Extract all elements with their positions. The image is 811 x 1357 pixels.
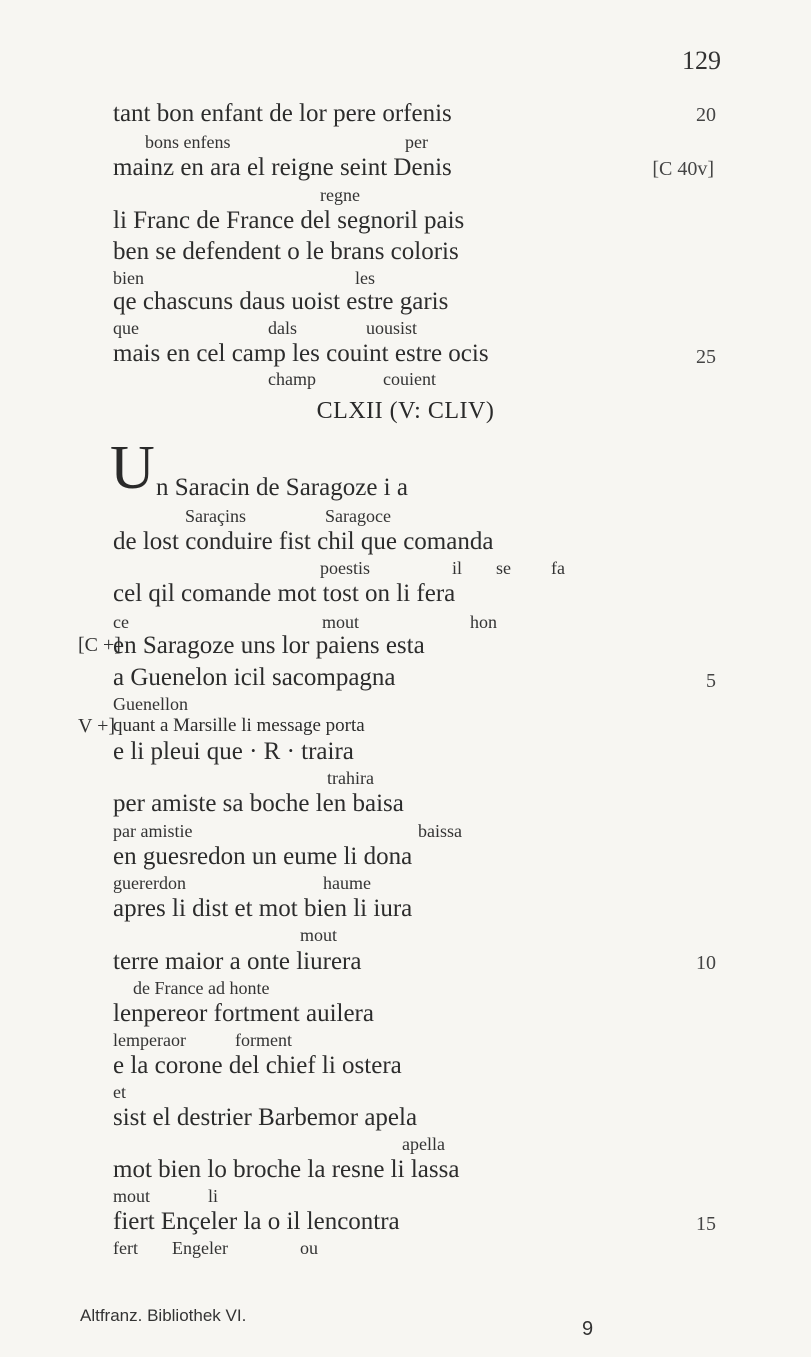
variant-reading: ou [300, 1238, 318, 1258]
footer-signature-label: Altfranz. Bibliothek VI. [80, 1306, 247, 1325]
variant-reading: mout [322, 612, 360, 632]
verse-line: terre maior a onte liurera [113, 948, 362, 975]
variant-reading: per [405, 132, 428, 152]
variant-reading: et [113, 1082, 126, 1102]
verse-line: qe chascuns daus uoist estre garis [113, 288, 449, 315]
verse-line: sist el destrier Barbemor apela [113, 1104, 418, 1131]
line-number: 25 [696, 346, 716, 368]
variant-reading: fa [551, 558, 565, 578]
variant-reading: bons enfens [145, 132, 231, 152]
variant-reading: Saraçins [185, 506, 246, 526]
verse-line: n Saracin de Saragoze i a [156, 474, 408, 501]
line-number: 15 [696, 1213, 716, 1235]
variant-reading: lemperaor [113, 1030, 186, 1050]
variant-reading: forment [235, 1030, 292, 1050]
verse-line: mais en cel camp les couint estre ocis [113, 340, 489, 367]
verse-line: ben se defendent o le brans coloris [113, 238, 459, 265]
variant-reading: Saragoce [325, 506, 391, 526]
variant-reading: bien [113, 268, 144, 288]
verse-line: fiert Ençeler la o il lencontra [113, 1208, 400, 1235]
variant-reading: trahira [327, 768, 374, 788]
verse-line: mot bien lo broche la resne li lassa [113, 1156, 460, 1183]
verse-line: cel qil comande mot tost on li fera [113, 580, 456, 607]
variant-reading: mout [113, 1186, 151, 1206]
variant-reading: haume [323, 873, 371, 893]
gathering-signature: 9 [582, 1318, 594, 1340]
variant-reading: fert [113, 1238, 138, 1258]
page-number: 129 [682, 46, 721, 75]
variant-reading: hon [470, 612, 497, 632]
variant-reading: li [208, 1186, 219, 1206]
verse-line: de lost conduire fist chil que comanda [113, 528, 494, 555]
variant-reading: par amistie [113, 821, 193, 841]
verse-line: mainz en ara el reigne seint Denis [113, 154, 452, 181]
verse-line: en Saragoze uns lor paiens esta [113, 632, 425, 659]
manuscript-marker: V +] [78, 715, 116, 737]
variant-reading: poestis [320, 558, 371, 578]
drop-capital: U [110, 434, 155, 502]
variant-reading: champ [268, 369, 316, 389]
variant-reading: uousist [366, 318, 418, 338]
variant-reading: de France ad honte [133, 978, 270, 998]
variant-reading: couient [383, 369, 436, 389]
section-title: CLXII (V: CLIV) [316, 398, 495, 424]
verse-line: en guesredon un eume li dona [113, 843, 413, 870]
variant-reading: que [113, 318, 139, 338]
variant-reading: Engeler [172, 1238, 228, 1258]
line-number: 20 [696, 104, 716, 126]
variant-reading: il [452, 558, 463, 578]
manuscript-reference: [C 40v] [652, 158, 714, 180]
variant-reading: Guenellon [113, 694, 188, 714]
variant-reading: dals [268, 318, 297, 338]
variant-reading: guererdon [113, 873, 186, 893]
variant-reading: baissa [418, 821, 462, 841]
verse-line: e la corone del chief li ostera [113, 1052, 402, 1079]
manuscript-marker: [C +] [78, 634, 121, 656]
verse-line: quant a Marsille li message porta [113, 715, 365, 736]
variant-reading: se [496, 558, 511, 578]
variant-reading: apella [402, 1134, 445, 1154]
verse-line: per amiste sa boche len baisa [113, 790, 404, 817]
verse-line: lenpereor fortment auilera [113, 1000, 374, 1027]
variant-reading: mout [300, 925, 338, 945]
verse-line: apres li dist et mot bien li iura [113, 895, 413, 922]
verse-line: a Guenelon icil sacompagna [113, 664, 396, 691]
variant-reading: regne [320, 185, 360, 205]
variant-reading: ce [113, 612, 129, 632]
verse-line: li Franc de France del segnoril pais [113, 207, 465, 234]
line-number: 10 [696, 952, 716, 974]
verse-line: tant bon enfant de lor pere orfenis [113, 100, 452, 127]
variant-reading: les [355, 268, 375, 288]
verse-line: e li pleui que · R · traira [113, 738, 354, 765]
line-number: 5 [706, 670, 716, 692]
